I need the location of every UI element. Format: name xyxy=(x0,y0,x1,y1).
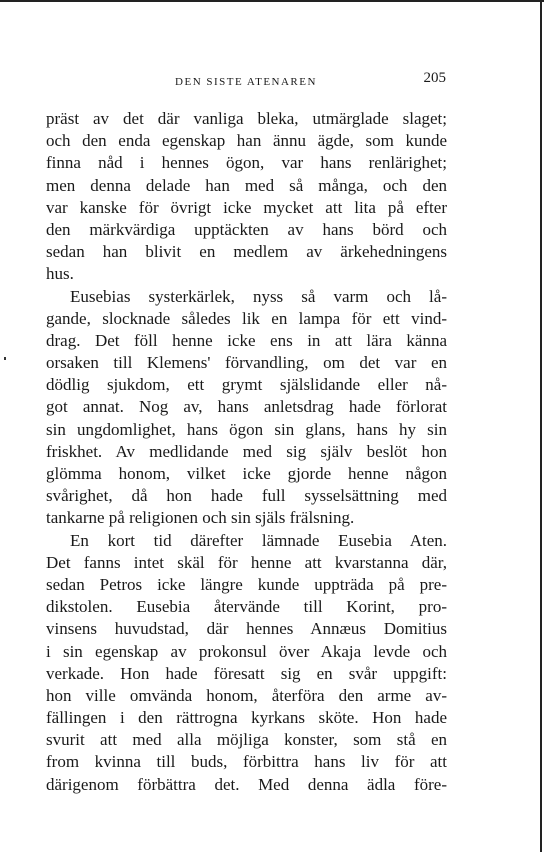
text-line: from kvinna till buds, förbittra hans liv för att xyxy=(46,752,447,772)
text-line: hus. xyxy=(46,264,74,284)
page-right-border xyxy=(540,0,542,852)
text-line: tankarne på religionen och sin själs frälsning. xyxy=(46,508,355,528)
text-line: sin ungdomlighet, hans ögon sin glans, hans hy sin xyxy=(46,419,447,439)
text-line: svurit att med alla möjliga konster, som stå en xyxy=(46,730,447,750)
text-line: fällingen i den rättrogna kyrkans sköte. Hon hade xyxy=(46,708,447,728)
text-line: verkade. Hon hade föresatt sig en svår uppgift: xyxy=(46,663,447,683)
margin-mark xyxy=(4,357,6,360)
text-line: präst av det där vanliga bleka, utmärglade slaget; xyxy=(46,109,447,128)
text-line: orsaken till Klemens' förvandling, om det var en xyxy=(46,353,447,373)
text-line: sedan han blivit en medlem av ärkehedningens xyxy=(46,242,447,262)
text-line: sedan Petros icke längre kunde uppträda på pre- xyxy=(46,574,447,594)
page-top-border xyxy=(0,0,544,2)
text-line: i sin egenskap av prokonsul över Akaja levde och xyxy=(46,641,447,661)
page-number: 205 xyxy=(423,70,446,86)
text-line: drag. Det föll henne icke ens in att lära känna xyxy=(46,330,447,350)
text-line: vinsens huvudstad, där hennes Annæus Domitius xyxy=(46,619,447,639)
text-line: Eusebias systerkärlek, nyss så varm och lå- xyxy=(70,286,447,306)
text-line: därigenom förbättra det. Med denna ädla före- xyxy=(46,774,447,794)
text-line: var kanske för övrigt icke mycket att lita på efter xyxy=(46,197,447,217)
text-line: friskhet. Av medlidande med sig själv beslöt hon xyxy=(46,441,447,461)
text-line: hon ville omvända honom, återföra den arme av- xyxy=(46,685,447,705)
body-text xyxy=(46,108,447,796)
text-line: finna nåd i hennes ögon, var hans renlärighet; xyxy=(46,153,447,173)
page-header xyxy=(46,70,446,90)
text-line: En kort tid därefter lämnade Eusebia Aten. xyxy=(70,530,447,550)
text-line: svårighet, då hon hade full sysselsättning med xyxy=(46,486,447,506)
text-line: gande, slocknade således lik en lampa för ett vind- xyxy=(46,308,447,328)
text-line: men denna delade han med så många, och den xyxy=(46,175,447,195)
text-line: dikstolen. Eusebia återvände till Korint, pro- xyxy=(46,597,447,617)
text-line: den märkvärdiga upptäckten av hans börd och xyxy=(46,219,447,239)
text-line: got annat. Nog av, hans anletsdrag hade förlorat xyxy=(46,397,447,417)
text-line: Det fanns intet skäl för henne att kvarstanna där, xyxy=(46,552,447,572)
running-head: DEN SISTE ATENAREN xyxy=(175,76,317,88)
text-line: och den enda egenskap han ännu ägde, som kunde xyxy=(46,131,447,151)
text-line: glömma honom, vilket icke gjorde henne någon xyxy=(46,464,447,483)
text-line: dödlig sjukdom, ett grymt själslidande eller nå- xyxy=(46,375,447,395)
